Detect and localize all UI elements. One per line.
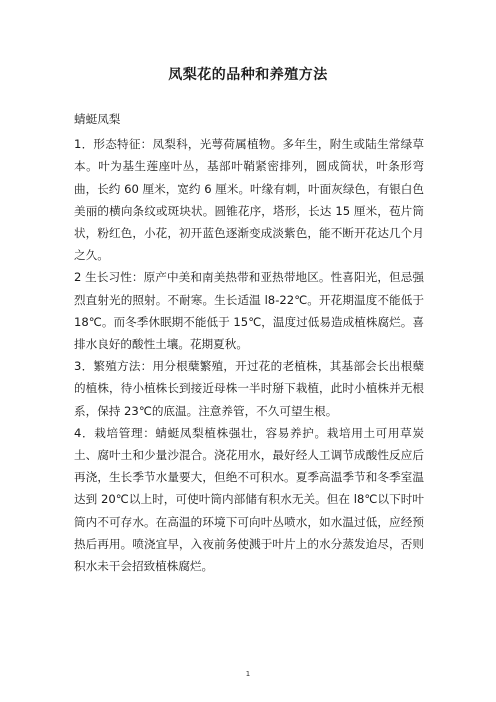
- paragraph-cultivation: 4．栽培管理：蜻蜓凤梨植株强壮，容易养护。栽培用土可用草炭土、腐叶土和少量沙混合。浇花用水，最好经人工调节成酸性反应后再浇，生长季节水量要大，但绝不可积水。夏季高温季节和冬季室温达到 20℃以上时，可使叶筒内部储有积水无关。但在 l8℃以下时叶筒内不可存水。在高温的环境下可向叶丛喷水，如水温过低，应经预热后再用。喷浇宜早，入夜前务使溅于叶片上的水分蒸发迨尽，否则积水未干会招致植株腐烂。: [74, 425, 424, 574]
- page-number: 1: [245, 670, 251, 678]
- document-title: 凤梨花的品种和养殖方法: [168, 67, 328, 83]
- paragraph-propagation: 3．繁殖方法：用分根蘖繁殖，开过花的老植株，其基部会长出根蘖的植株，待小植株长到接近母株一半时掰下栽植，此时小植株并无根系，保持 23℃的底温。注意养管，不久可望生根。: [74, 359, 424, 418]
- section-heading: 蜻蜓凤梨: [74, 112, 121, 126]
- paragraph-growth-habit: 2 生长习性：原产中美和南美热带和亚热带地区。性喜阳光，但忌强烈直射光的照射。不耐寒。生长适温 l8-22℃。开花期温度不能低于 18℃。而冬季休眠期不能低于 15℃，温度过低易造成植株腐烂。喜排水良好的酸性土壤。花期夏秋。: [74, 270, 424, 352]
- document-body: [74, 108, 424, 577]
- paragraph-morphology: 1．形态特征：凤梨科，光萼荷属植物。多年生，附生或陆生常绿草本。叶为基生莲座叶丛，基部叶鞘紧密排列，圆成筒状，叶条形弯曲，长约 60 厘米，宽约 6 厘米。叶缘有刺，叶面灰绿色，有银白色美丽的横向条纹或斑块状。圆锥花序，塔形，长达 15 厘米，苞片筒状，粉红色，小花，初开蓝色逐渐变成淡紫色，能不断开花达几个月之久。: [74, 137, 424, 263]
